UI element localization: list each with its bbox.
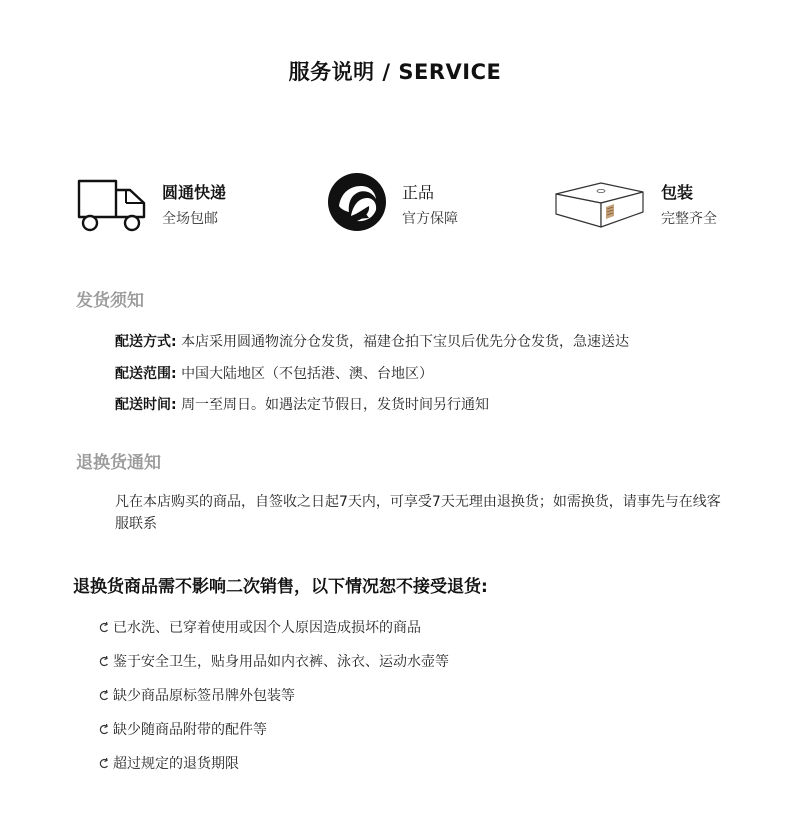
feature-title-authentic: 正品 xyxy=(402,183,435,202)
shipping-range-label: 配送范围: xyxy=(115,366,177,382)
shipping-range-row xyxy=(115,363,433,383)
returns-paragraph: 凡在本店购买的商品，自签收之日起7天内，可享受7天无理由退换货；如需换货，请事先与在线客服联系 xyxy=(115,494,721,532)
list-item xyxy=(98,719,267,739)
list-item-text: 超过规定的退货期限 xyxy=(113,756,239,772)
bullet-icon xyxy=(98,689,110,701)
list-item-text: 缺少商品原标签吊牌外包装等 xyxy=(113,688,295,704)
feature-title-packaging: 包装 xyxy=(661,183,694,202)
bullet-icon xyxy=(98,621,110,633)
bullet-icon xyxy=(98,757,110,769)
package-box-icon xyxy=(553,178,645,230)
list-item xyxy=(98,753,239,773)
section-title-returns: 退换货通知 xyxy=(76,453,161,473)
list-item-text: 鉴于安全卫生，贴身用品如内衣裤、泳衣、运动水壶等 xyxy=(113,654,449,670)
shipping-method-text: 本店采用圆通物流分仓发货，福建仓拍下宝贝后优先分仓发货，急速送达 xyxy=(181,334,630,350)
list-item xyxy=(98,685,295,705)
shipping-time-text: 周一至周日。如遇法定节假日，发货时间另行通知 xyxy=(181,397,490,413)
shipping-range-text: 中国大陆地区（不包括港、澳、台地区） xyxy=(181,366,434,382)
list-item xyxy=(98,651,449,671)
shipping-method-row xyxy=(115,331,629,351)
section-title-shipping: 发货须知 xyxy=(76,291,144,311)
list-item xyxy=(98,617,421,637)
feature-subtitle-authentic: 官方保障 xyxy=(402,211,458,227)
feature-subtitle-packaging: 完整齐全 xyxy=(661,211,717,227)
feature-subtitle-shipping: 全场包邮 xyxy=(162,211,218,227)
authentic-logo-icon xyxy=(327,172,387,232)
list-item-text: 缺少随商品附带的配件等 xyxy=(113,722,267,738)
bullet-icon xyxy=(98,723,110,735)
truck-icon xyxy=(76,176,148,234)
bullet-icon xyxy=(98,655,110,667)
feature-title-shipping: 圆通快递 xyxy=(162,183,227,202)
page-title: 服务说明 / SERVICE xyxy=(288,60,502,84)
restrictions-title: 退换货商品需不影响二次销售，以下情况恕不接受退货: xyxy=(73,577,488,597)
shipping-time-label: 配送时间: xyxy=(115,397,177,413)
list-item-text: 已水洗、已穿着使用或因个人原因造成损坏的商品 xyxy=(113,620,421,636)
shipping-method-label: 配送方式: xyxy=(115,334,177,350)
shipping-time-row xyxy=(115,394,489,414)
